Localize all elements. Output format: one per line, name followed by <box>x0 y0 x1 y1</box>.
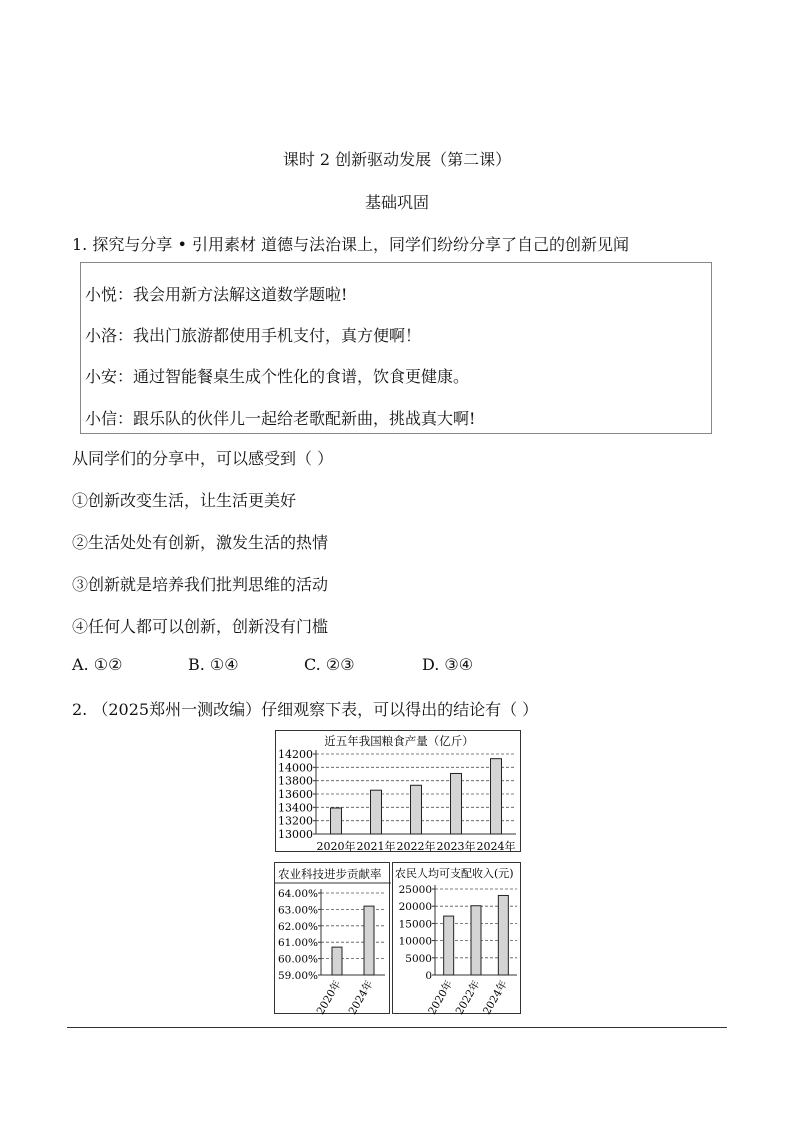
income-chart-ytick-label: 0 <box>425 970 432 982</box>
grain-chart-category-label: 2023年 <box>436 840 476 853</box>
option-a: A. ①② <box>72 655 123 674</box>
farmer-income-chart-svg <box>393 863 522 1015</box>
grain-chart-bar <box>491 759 502 834</box>
question-2-stem: 2. （2025郑州一测改编）仔细观察下表，可以得出的结论有（ ） <box>72 700 539 719</box>
quote-xiaoyue: 小悦：我会用新方法解这道数学题啦! <box>85 285 348 304</box>
tech-chart-ytick-label: 63.00% <box>277 904 318 917</box>
quote-xiaoxin: 小信：跟乐队的伙伴儿一起给老歌配新曲，挑战真大啊! <box>85 409 476 428</box>
grain-output-chart-svg <box>276 731 522 853</box>
grain-chart-bar <box>451 773 462 834</box>
grain-chart-ytick-label: 13800 <box>278 774 313 788</box>
grain-chart-title: 近五年我国粮食产量（亿斤） <box>324 734 474 748</box>
grain-chart-category-label: 2021年 <box>356 840 396 853</box>
grain-chart-category-label: 2022年 <box>396 840 436 853</box>
grain-chart-category-label: 2024年 <box>476 840 516 853</box>
quote-xiaoan: 小安：通过智能餐桌生成个性化的食谱，饮食更健康。 <box>85 367 470 386</box>
agri-tech-chart <box>274 862 390 1014</box>
tech-chart-bar <box>364 906 374 975</box>
income-chart-category-label: 2022年 <box>453 978 483 1015</box>
income-chart-bar <box>444 916 454 975</box>
tech-chart-ytick-label: 62.00% <box>277 920 318 933</box>
grain-chart-bar <box>331 808 342 834</box>
income-chart-ytick-label: 20000 <box>398 901 432 914</box>
quote-box <box>80 262 712 434</box>
statement-2: ②生活处处有创新，激发生活的热情 <box>72 533 329 552</box>
tech-chart-category-label: 2024年 <box>346 978 376 1015</box>
option-c: C. ②③ <box>304 655 355 674</box>
grain-chart-bar <box>411 785 422 834</box>
income-chart-title: 农民人均可支配收入(元) <box>395 867 514 880</box>
grain-chart-ytick-label: 13400 <box>278 801 313 815</box>
question-1-stem: 1. 探究与分享 • 引用素材 道德与法治课上，同学们纷纷分享了自己的创新见闻 <box>72 235 630 254</box>
statement-1: ①创新改变生活，让生活更美好 <box>72 491 297 510</box>
statement-3: ③创新就是培养我们批判思维的活动 <box>72 575 329 594</box>
income-chart-bar <box>498 895 508 975</box>
grain-chart-ytick-label: 13000 <box>278 828 313 841</box>
section-heading: 基础巩固 <box>364 193 429 212</box>
page-bottom-rule <box>67 1027 727 1028</box>
grain-chart-ytick-label: 14200 <box>278 748 313 761</box>
income-chart-ytick-label: 10000 <box>398 935 432 948</box>
grain-chart-ytick-label: 14000 <box>278 761 313 775</box>
agri-tech-chart-svg <box>275 863 391 1015</box>
income-chart-ytick-label: 5000 <box>405 952 432 965</box>
farmer-income-chart <box>392 862 521 1014</box>
tech-chart-bar <box>332 947 342 975</box>
tech-chart-ytick-label: 61.00% <box>277 937 318 950</box>
statement-4: ④任何人都可以创新，创新没有门槛 <box>72 617 329 636</box>
income-chart-category-label: 2024年 <box>480 978 510 1015</box>
tech-chart-ytick-label: 59.00% <box>277 970 318 982</box>
grain-output-chart <box>275 730 521 852</box>
tech-chart-ytick-label: 64.00% <box>277 888 318 900</box>
option-d: D. ③④ <box>422 655 474 674</box>
quote-xiaoluo: 小洛：我出门旅游都使用手机支付，真方便啊！ <box>85 326 422 345</box>
tech-chart-ytick-label: 60.00% <box>277 953 318 966</box>
tech-chart-title: 农业科技进步贡献率 <box>278 867 382 881</box>
grain-chart-category-label: 2020年 <box>316 840 356 853</box>
grain-chart-bar <box>371 790 382 834</box>
option-b: B. ①④ <box>188 655 239 674</box>
income-chart-bar <box>471 906 481 975</box>
grain-chart-ytick-label: 13200 <box>278 814 313 828</box>
question-1-prompt: 从同学们的分享中，可以感受到（ ） <box>72 449 334 468</box>
page-title: 课时 2 创新驱动发展（第二课） <box>282 150 512 169</box>
grain-chart-ytick-label: 13600 <box>278 788 313 801</box>
tech-chart-category-label: 2020年 <box>314 978 344 1015</box>
income-chart-ytick-label: 25000 <box>398 884 432 896</box>
income-chart-category-label: 2020年 <box>426 978 456 1015</box>
income-chart-ytick-label: 15000 <box>398 918 432 931</box>
